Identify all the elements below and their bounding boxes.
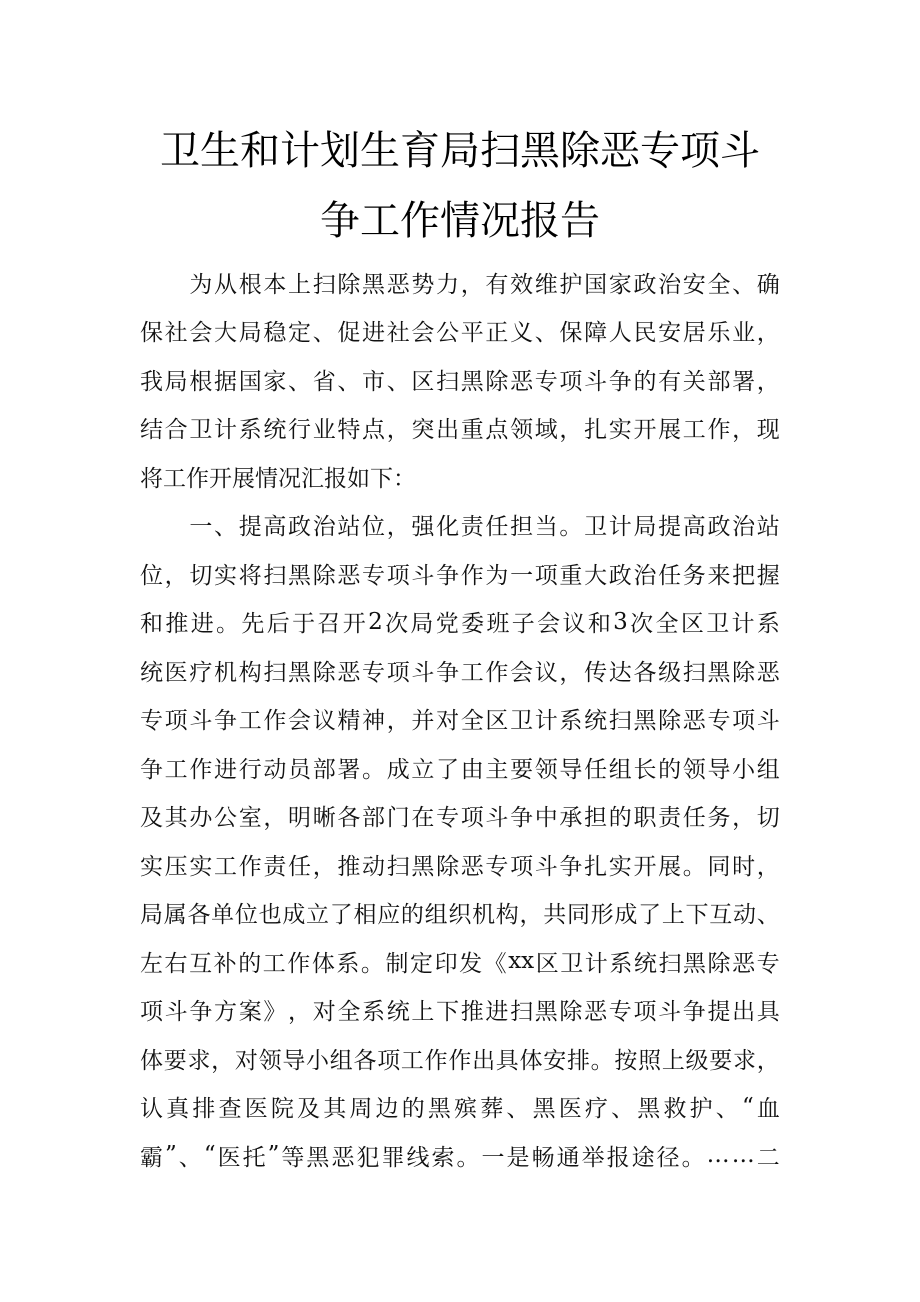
body-text-line: 和 推 进 。 先 后 于 召 开 2 次 局 党 委 班 子 会 议 和 3 次 全 区 卫 计 系	[140, 608, 780, 637]
body-text-line: 项 斗 争 方 案 》 ， 对 全 系 统 上 下 推 进 扫 黑 除 恶 专 项 斗 争 提 出 具	[140, 999, 780, 1025]
body-text-line: 保 社 会 大 局 稳 定 、 促 进 社 会 公 平 正 义 、 保 障 人 民 安 居 乐 业 ，	[140, 320, 780, 346]
body-text-line: 及 其 办 公 室 ， 明 晰 各 部 门 在 专 项 斗 争 中 承 担 的 职 责 任 务 ， 切	[140, 805, 780, 831]
body-text-line: 我 局 根 据 国 家 、 省 、 市 、 区 扫 黑 除 恶 专 项 斗 争 的 有 关 部 署 ，	[140, 368, 780, 395]
body-text-line: 结 合 卫 计 系 统 行 业 特 点 ， 突 出 重 点 领 域 ， 扎 实 开 展 工 作 ， 现	[140, 417, 780, 443]
body-text-line: 认 真 排 查 医 院 及 其 周 边 的 黑 殡 葬 、 黑 医 疗 、 黑 救 护 、 “ 血	[140, 1093, 780, 1122]
body-text-line: 左 右 互 补 的 工 作 体 系 。 制 定 印 发 《 xx 区 卫 计 系 统 扫 黑 除 恶 专	[140, 948, 780, 977]
body-text-line: 统 医 疗 机 构 扫 黑 除 恶 专 项 斗 争 工 作 会 议 ， 传 达 各 级 扫 黑 除 恶	[140, 659, 780, 686]
body-text-line: 霸 ” 、 “ 医 托 ” 等 黑 恶 犯 罪 线 索 。 一 是 畅 通 举 报 途 径 。 … … 二	[140, 1142, 780, 1171]
body-text-line: 位 ， 切 实 将 扫 黑 除 恶 专 项 斗 争 作 为 一 项 重 大 政 治 任 务 来 把 握	[140, 562, 780, 589]
body-text-line: 体 要 求 ， 对 领 导 小 组 各 项 工 作 作 出 具 体 安 排 。 按 照 上 级 要 求 ，	[140, 1047, 780, 1074]
document-title-line-1: 卫生和计划生育局扫黑除恶专项斗	[160, 128, 760, 174]
body-text-line: 专 项 斗 争 工 作 会 议 精 神 ， 并 对 全 区 卫 计 系 统 扫 黑 除 恶 专 项 斗	[140, 708, 780, 734]
body-text-line: 将 工 作 开 展 情 况 汇 报 如 下 ：	[140, 465, 416, 492]
body-text-line: 一 、 提 高 政 治 站 位 ， 强 化 责 任 担 当 。 卫 计 局 提 高 政 治 站	[189, 514, 780, 540]
body-text-line: 实 压 实 工 作 责 任 ， 推 动 扫 黑 除 恶 专 项 斗 争 扎 实 开 展 。 同 时 ，	[140, 853, 780, 880]
body-text-line: 为 从 根 本 上 扫 除 黑 恶 势 力 ， 有 效 维 护 国 家 政 治 安 全 、 确	[189, 271, 780, 298]
document-title-line-2: 争工作情况报告	[320, 198, 600, 244]
body-text-line: 争 工 作 进 行 动 员 部 署 。 成 立 了 由 主 要 领 导 任 组 长 的 领 导 小 组	[140, 756, 780, 783]
body-text-line: 局 属 各 单 位 也 成 立 了 相 应 的 组 织 机 构 ， 共 同 形 成 了 上 下 互 动 、	[140, 902, 780, 928]
